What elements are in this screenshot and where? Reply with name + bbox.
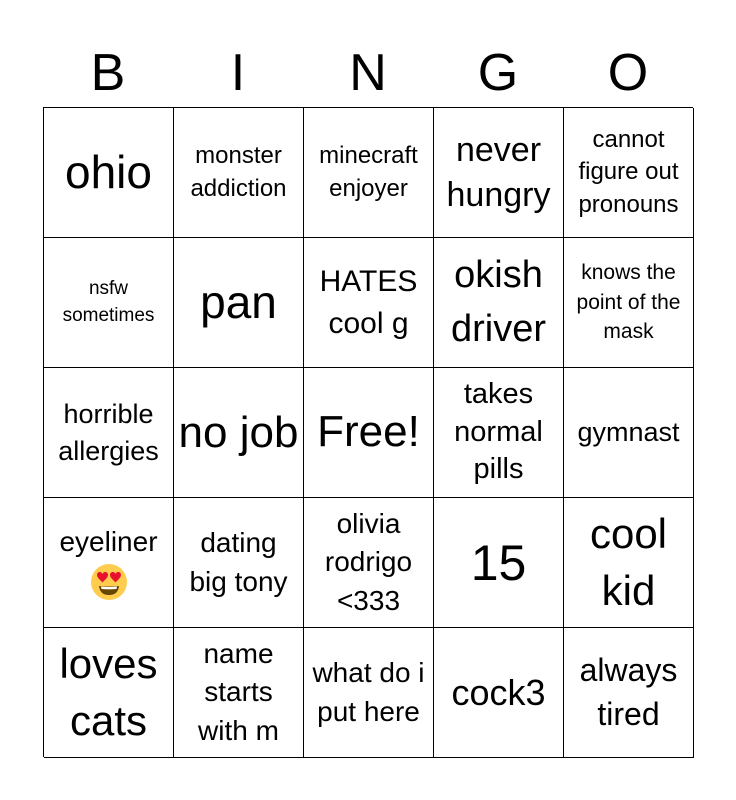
- cell-text: no job: [178, 407, 299, 457]
- bingo-cell[interactable]: [564, 498, 694, 628]
- cell-text: 15: [470, 534, 527, 591]
- cell-text: never hungry: [446, 131, 551, 214]
- cell-text: cool kid: [589, 509, 668, 614]
- bingo-grid: [43, 107, 693, 757]
- bingo-cell[interactable]: [434, 498, 564, 628]
- cell-text: nsfw sometimes: [62, 277, 155, 326]
- cell-text: minecraft enjoyer: [319, 142, 418, 202]
- bingo-header: [43, 40, 693, 106]
- header-letter-o: O: [607, 44, 649, 102]
- header-letter-b: B: [90, 44, 126, 102]
- bingo-cell[interactable]: [174, 238, 304, 368]
- cell-text: knows the point of the mask: [576, 261, 681, 344]
- cell-text: olivia rodrigo <333: [324, 507, 413, 616]
- bingo-cell[interactable]: [44, 238, 174, 368]
- bingo-cell[interactable]: [304, 498, 434, 628]
- cell-text: cannot figure out pronouns: [578, 125, 679, 218]
- cell-text: loves cats: [59, 639, 158, 744]
- bingo-cell[interactable]: [564, 628, 694, 758]
- cell-text: dating big tony: [189, 526, 288, 597]
- cell-text: name starts with m: [198, 637, 279, 746]
- cell-text: monster addiction: [190, 142, 287, 202]
- bingo-cell[interactable]: [434, 368, 564, 498]
- bingo-cell[interactable]: [44, 498, 174, 628]
- cell-text: ohio: [65, 146, 152, 199]
- cell-text: takes normal pills: [454, 377, 543, 486]
- bingo-cell[interactable]: [174, 498, 304, 628]
- cell-text: okish driver: [450, 254, 547, 350]
- bingo-cell[interactable]: [304, 238, 434, 368]
- cell-text: always tired: [579, 652, 678, 732]
- bingo-cell[interactable]: [304, 108, 434, 238]
- bingo-cell[interactable]: [174, 108, 304, 238]
- bingo-cell[interactable]: [434, 628, 564, 758]
- cell-text: eyeliner: [59, 526, 158, 558]
- bingo-cell[interactable]: [44, 628, 174, 758]
- header-letter-i: I: [230, 44, 246, 102]
- bingo-cell[interactable]: [564, 368, 694, 498]
- bingo-cell[interactable]: [44, 368, 174, 498]
- bingo-cell[interactable]: [44, 108, 174, 238]
- bingo-cell[interactable]: [564, 238, 694, 368]
- header-letter-n: N: [349, 44, 387, 102]
- cell-text: pan: [200, 276, 277, 329]
- header-letter-g: G: [477, 44, 519, 102]
- bingo-cell[interactable]: [174, 368, 304, 498]
- cell-text: gymnast: [577, 417, 680, 448]
- cell-text: what do i put here: [312, 656, 425, 727]
- cell-text: Free!: [317, 407, 420, 457]
- bingo-cell[interactable]: [304, 368, 434, 498]
- cell-text: cock3: [451, 671, 546, 713]
- bingo-cell[interactable]: [304, 628, 434, 758]
- heart-eyes-emoji-icon: [90, 563, 128, 601]
- bingo-cell[interactable]: [174, 628, 304, 758]
- bingo-cell[interactable]: [434, 108, 564, 238]
- cell-text: horrible allergies: [58, 399, 159, 466]
- bingo-cell[interactable]: [434, 238, 564, 368]
- cell-text: HATES cool g: [319, 264, 418, 340]
- bingo-cell[interactable]: [564, 108, 694, 238]
